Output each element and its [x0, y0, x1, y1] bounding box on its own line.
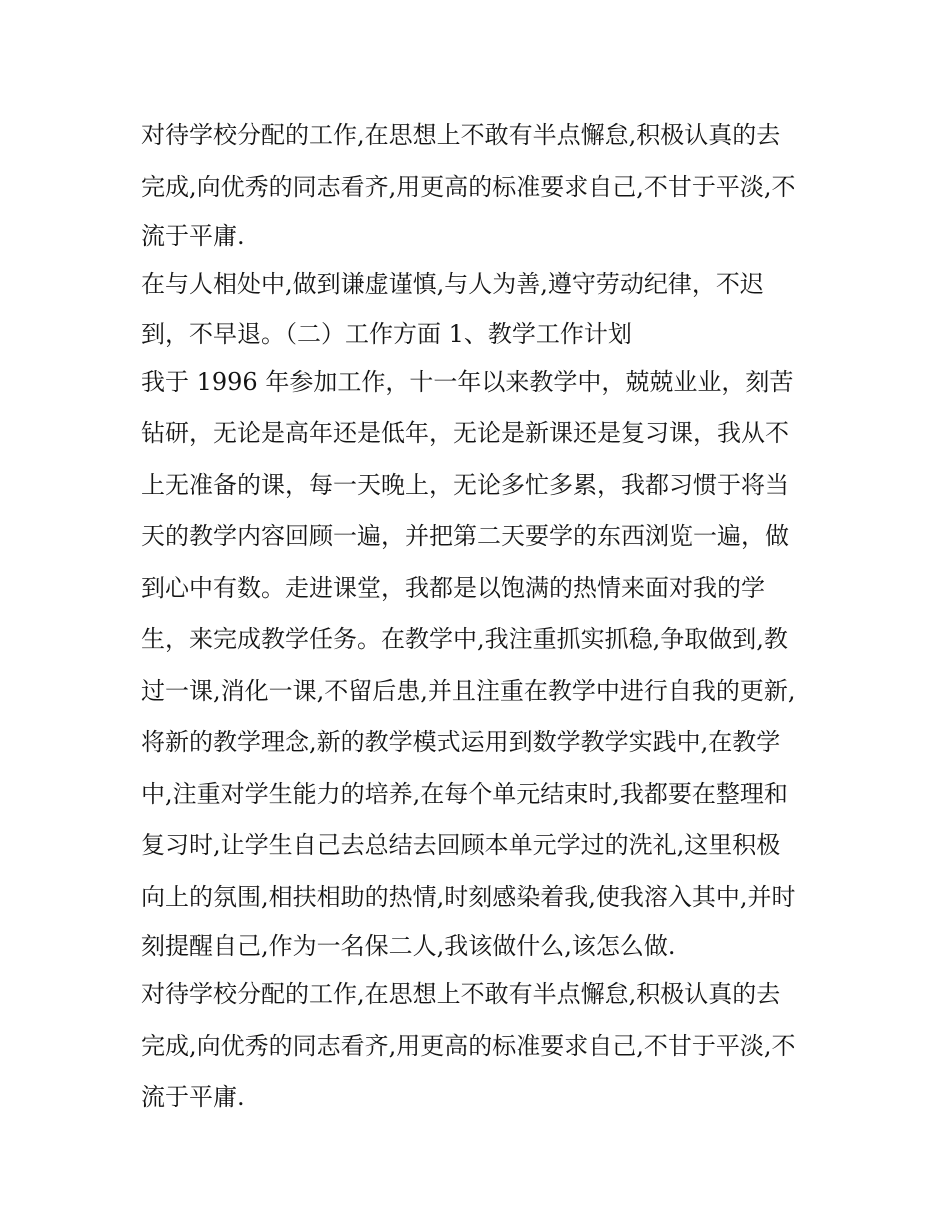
text-line: 刻提醒自己,作为一名保二人,我该做什么,该怎么做. [141, 932, 676, 960]
text-line: 中,注重对学生能力的培养,在每个单元结束时,我都要在整理和 [141, 779, 788, 808]
text-line: 流于平庸. [141, 1083, 245, 1111]
text-line: 过一课,消化一课,不留后患,并且注重在教学中进行自我的更新, [141, 676, 796, 705]
text-line: 钻研，无论是高年还是低年，无论是新课还是复习课，我从不 [141, 419, 789, 447]
text-line: 在与人相处中,做到谦虚谨慎,与人为善,遵守劳动纪律，不迟 [141, 270, 764, 298]
text-line: 完成,向优秀的同志看齐,用更高的标准要求自己,不甘于平淡,不 [141, 1031, 796, 1060]
document-body [141, 110, 841, 1124]
text-line: 复习时,让学生自己去总结去回顾本单元学过的洗礼,这里积极 [141, 831, 781, 859]
text-line: 到，不早退。（二）工作方面 1、教学工作计划 [141, 319, 632, 348]
text-line: 对待学校分配的工作,在思想上不敢有半点懈怠,积极认真的去 [141, 980, 781, 1008]
text-line: 流于平庸. [141, 222, 245, 250]
text-line: 将新的教学理念,新的教学模式运用到数学教学实践中,在教学 [141, 728, 781, 756]
text-line: 天的教学内容回顾一遍，并把第二天要学的东西浏览一遍，做 [141, 522, 789, 550]
text-line: 向上的氛围,相扶相助的热情,时刻感染着我,使我溶入其中,并时 [141, 882, 796, 911]
text-line: 上无准备的课，每一天晚上，无论多忙多累，我都习惯于将当 [141, 470, 789, 499]
text-line: 对待学校分配的工作,在思想上不敢有半点懈怠,积极认真的去 [141, 121, 781, 149]
text-line: 完成,向优秀的同志看齐,用更高的标准要求自己,不甘于平淡,不 [141, 172, 796, 201]
text-line: 生，来完成教学任务。在教学中,我注重抓实抓稳,争取做到,教 [141, 625, 788, 653]
text-line: 我于 1996 年参加工作，十一年以来教学中，兢兢业业，刻苦 [141, 367, 794, 396]
text-line: 到心中有数。走进课堂，我都是以饱满的热情来面对我的学 [141, 573, 765, 602]
